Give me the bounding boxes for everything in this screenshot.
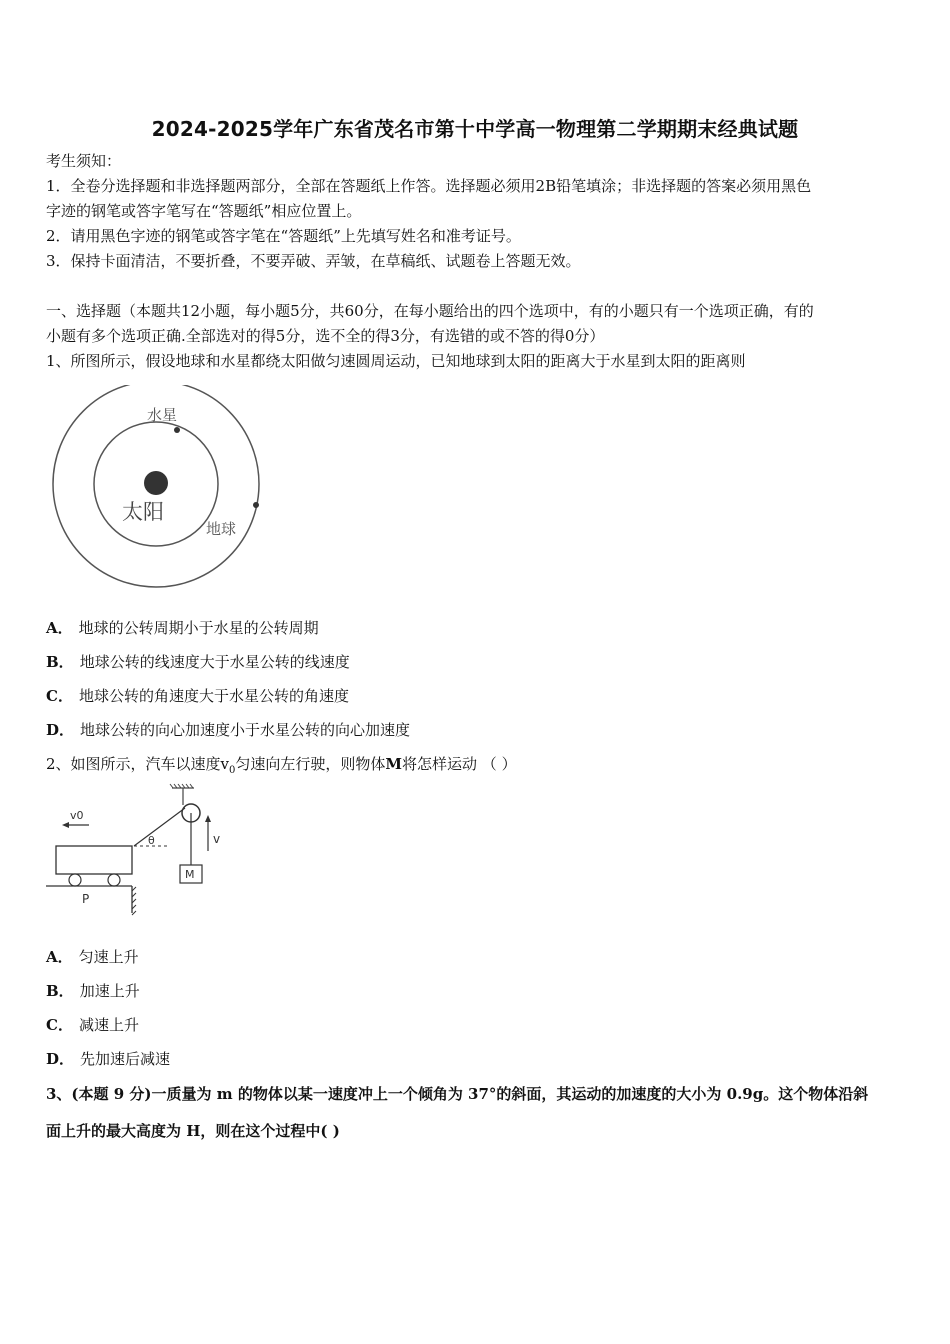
- section-heading: 一、选择题（本题共12小题，每小题5分，共60分，在每小题给出的四个选项中，有的小题只有一个选项正确，有的: [46, 302, 814, 320]
- sun-icon: [144, 471, 168, 495]
- car-body: [56, 846, 132, 874]
- question-1-option-d: D． 地球公转的向心加速度小于水星公转的向心加速度: [46, 721, 411, 739]
- car-wheel: [108, 874, 120, 886]
- velocity-arrowhead: [205, 815, 211, 822]
- earth-dot: [253, 502, 259, 508]
- question-2-option-b: B． 加速上升: [46, 982, 140, 1000]
- car-velocity-arrowhead: [62, 822, 69, 828]
- question-1-option-c: C． 地球公转的角速度大于水星公转的角速度: [46, 687, 349, 705]
- mercury-label: 水星: [147, 406, 178, 424]
- theta-label: θ: [148, 834, 155, 847]
- page-title: 2024-2025学年广东省茂名市第十中学高一物理第二学期期末经典试题: [151, 117, 799, 141]
- mercury-dot: [174, 427, 180, 433]
- car-velocity-label: v0: [70, 809, 84, 822]
- notice-heading: 考生须知：: [46, 152, 122, 170]
- notice-item: 2．请用黑色字迹的钢笔或答字笔在“答题纸”上先填写姓名和准考证号。: [46, 227, 521, 245]
- rope-to-car: [134, 808, 185, 846]
- notice-item: 3．保持卡面清洁，不要折叠，不要弄破、弄皱，在草稿纸、试题卷上答题无效。: [46, 252, 581, 270]
- question-3-stem-cont: 面上升的最大高度为 H，则在这个过程中( ): [46, 1122, 340, 1140]
- question-1-stem: 1、所图所示，假设地球和水星都绕太阳做匀速圆周运动，已知地球到太阳的距离大于水星到太阳的距离则: [46, 352, 746, 370]
- sun-label: 太阳: [122, 500, 164, 524]
- question-2-option-a: A． 匀速上升: [46, 948, 139, 966]
- question-2-option-d: D． 先加速后减速: [46, 1050, 171, 1068]
- question-3-stem: 3、(本题 9 分)一质量为 m 的物体以某一速度冲上一个倾角为 37°的斜面，其运动的加速度的大小为 0.9g。这个物体沿斜: [46, 1085, 869, 1103]
- point-p-label: P: [82, 892, 90, 906]
- question-2-stem: 2、如图所示，汽车以速度$v_0$匀速向左行驶，则物体M将怎样运动 （ ）: [46, 755, 517, 776]
- orbit-diagram: [46, 385, 276, 590]
- notice-item: 1．全卷分选择题和非选择题两部分，全部在答题纸上作答。选择题必须用2B铅笔填涂；非选择题的答案必须用黑色: [46, 177, 812, 195]
- question-2-option-c: C． 减速上升: [46, 1016, 139, 1034]
- question-1-option-b: B． 地球公转的线速度大于水星公转的线速度: [46, 653, 350, 671]
- pulley-diagram: [44, 783, 234, 918]
- mass-label: M: [185, 868, 195, 881]
- earth-label: 地球: [206, 520, 237, 538]
- question-1-option-a: A． 地球的公转周期小于水星的公转周期: [46, 619, 319, 637]
- car-wheel: [69, 874, 81, 886]
- velocity-label: v: [213, 832, 221, 846]
- notice-item: 字迹的钢笔或答字笔写在“答题纸”相应位置上。: [46, 202, 362, 220]
- section-heading-cont: 小题有多个选项正确.全部选对的得5分，选不全的得3分，有选错的或不答的得0分）: [46, 327, 605, 345]
